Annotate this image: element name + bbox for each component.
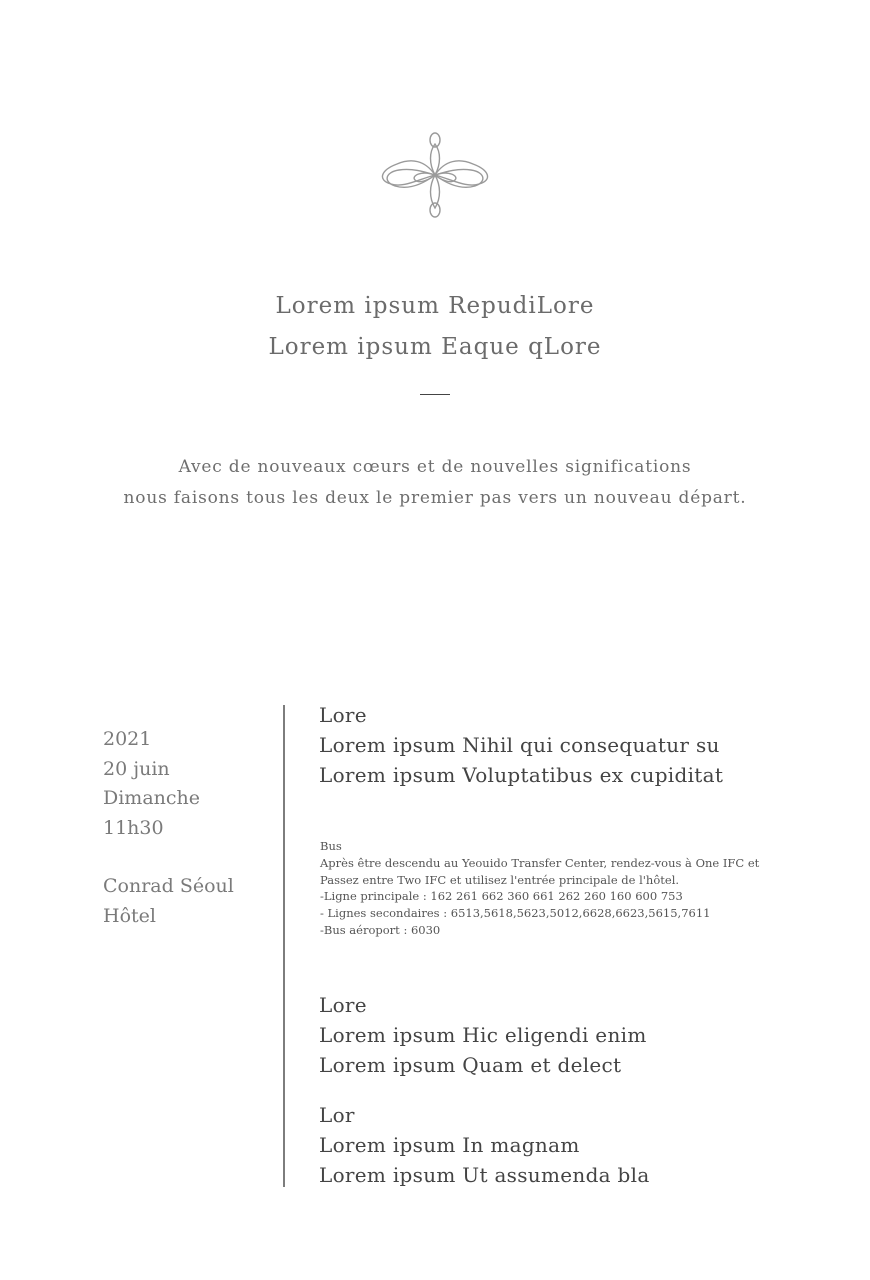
block-line: Lorem ipsum Voluptatibus ex cupiditat xyxy=(319,763,724,787)
title-line-1: Lorem ipsum RepudiLore xyxy=(275,293,595,319)
block-heading: Lor xyxy=(319,1103,355,1127)
block-line: Lorem ipsum Quam et delect xyxy=(319,1053,622,1077)
block-line: Lorem ipsum In magnam xyxy=(319,1133,580,1157)
block-line: Lorem ipsum Nihil qui consequatur su xyxy=(319,733,720,757)
invitation-message xyxy=(0,452,870,514)
event-weekday: Dimanche xyxy=(103,787,201,809)
block-line: Lorem ipsum Ut assumenda bla xyxy=(319,1163,650,1187)
divider xyxy=(420,394,450,395)
block-heading: Lore xyxy=(319,703,367,727)
event-details xyxy=(103,725,273,931)
bus-line: -Bus aéroport : 6030 xyxy=(320,922,441,937)
event-year: 2021 xyxy=(103,728,152,750)
title-line-2: Lorem ipsum Eaque qLore xyxy=(268,334,602,360)
block-line: Lorem ipsum Hic eligendi enim xyxy=(319,1023,647,1047)
bus-title: Bus xyxy=(320,839,342,853)
info-block-2 xyxy=(319,990,839,1080)
couple-names xyxy=(0,286,870,368)
event-date: 20 juin xyxy=(103,757,170,780)
vertical-divider xyxy=(283,705,285,1187)
info-block-1 xyxy=(319,700,839,790)
spacer xyxy=(103,843,273,872)
venue-line-1: Conrad Séoul xyxy=(103,875,234,897)
bus-line: Après être descendu au Yeouido Transfer Center, rendez-vous à One IFC et xyxy=(320,855,760,870)
venue-line-2: Hôtel xyxy=(103,904,156,927)
event-time: 11h30 xyxy=(103,816,164,839)
info-block-3 xyxy=(319,1100,839,1190)
message-line-2: nous faisons tous les deux le premier pas vers un nouveau départ. xyxy=(123,488,747,508)
bus-directions xyxy=(320,838,790,939)
bus-line: -Ligne principale : 162 261 662 360 661 262 260 160 600 753 xyxy=(320,889,683,904)
flourish-ornament-icon xyxy=(373,132,497,218)
bus-line: Passez entre Two IFC et utilisez l'entrée principale de l'hôtel. xyxy=(320,872,680,887)
bus-line: - Lignes secondaires : 6513,5618,5623,5012,6628,6623,5615,7611 xyxy=(320,906,711,921)
message-line-1: Avec de nouveaux cœurs et de nouvelles significations xyxy=(178,457,692,477)
block-heading: Lore xyxy=(319,993,367,1017)
